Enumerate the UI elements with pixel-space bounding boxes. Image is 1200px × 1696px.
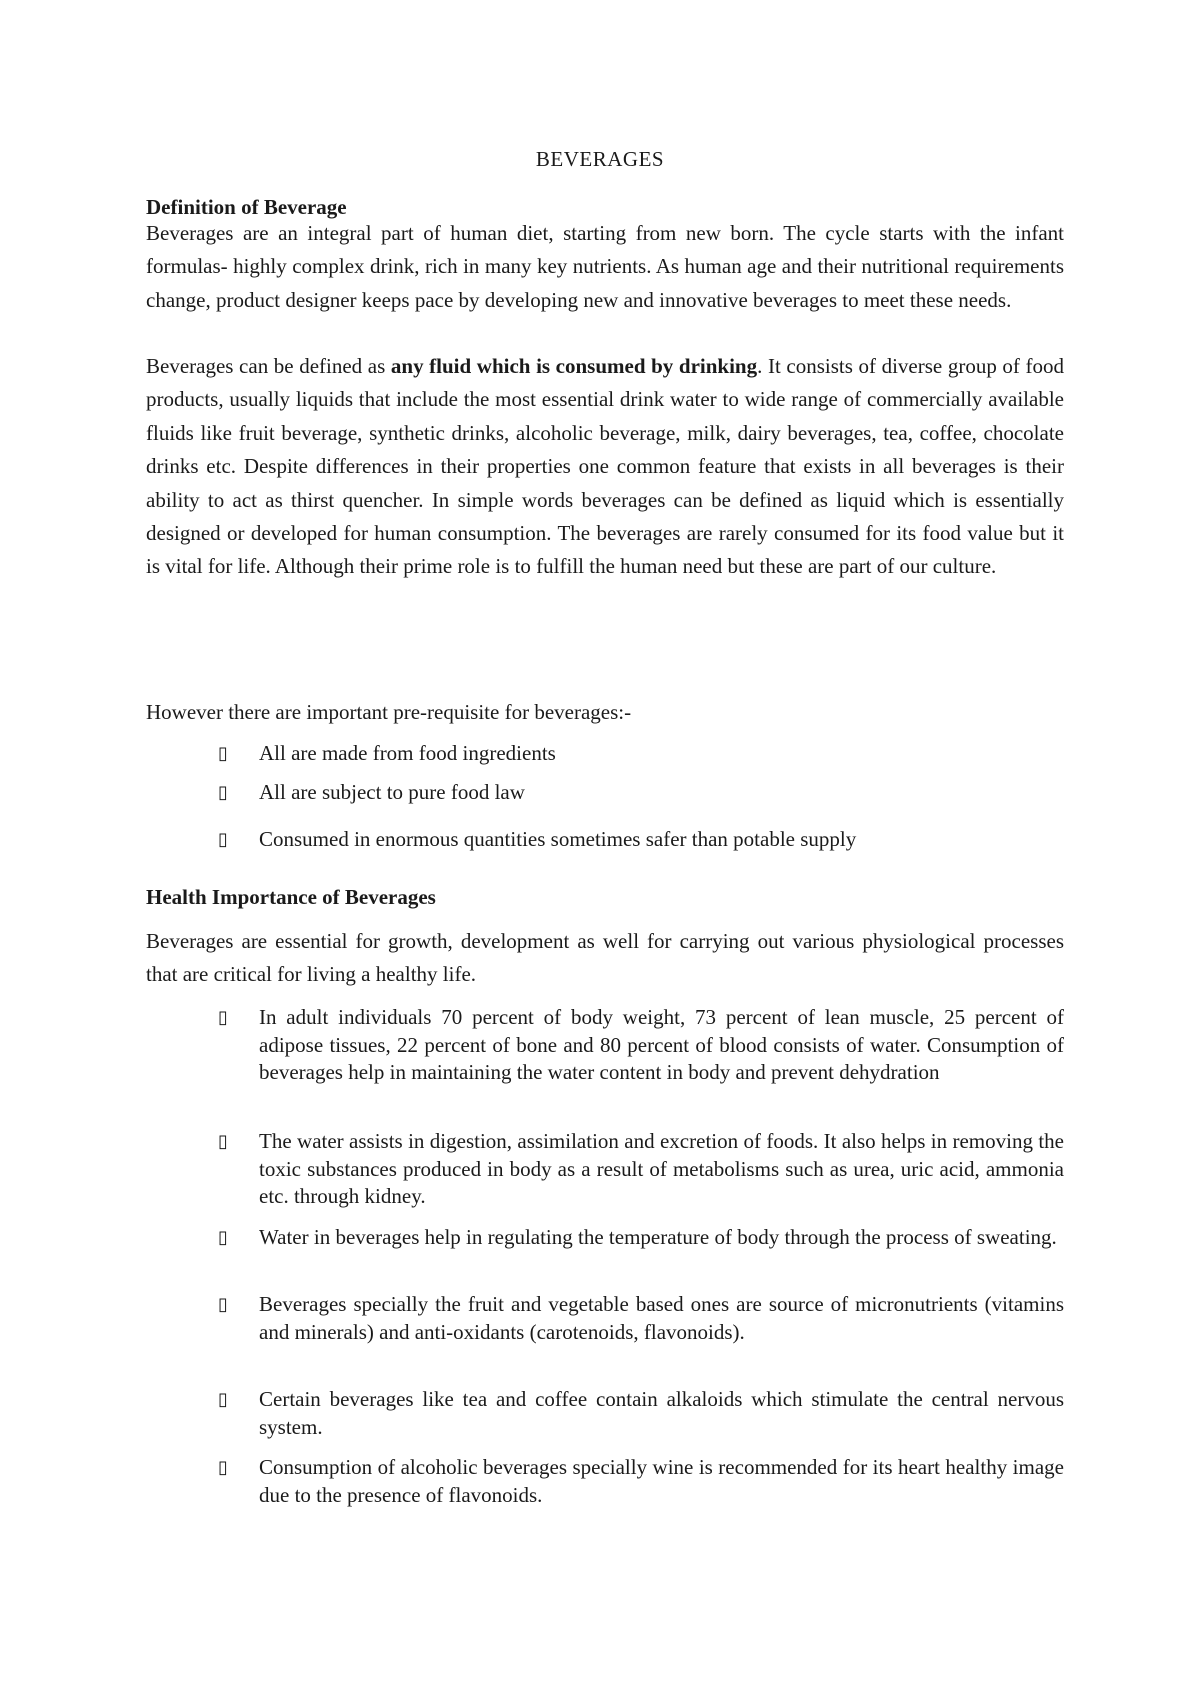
- definition-paragraph-2: [146, 350, 1064, 584]
- bullet-icon: ▯: [218, 1389, 228, 1410]
- list-item-text: Water in beverages help in regulating the temperature of body through the process of sweating.: [259, 1225, 1057, 1249]
- list-item: [218, 1454, 1064, 1509]
- list-item-text: Consumption of alcoholic beverages specially wine is recommended for its heart healthy image due to the presence of flavonoids.: [259, 1455, 1064, 1507]
- list-item-text: In adult individuals 70 percent of body weight, 73 percent of lean muscle, 25 percent of adipose tissues, 22 percent of bone and 80 percent of blood consists of water. Consumption of beverages help in maintaining the water content in body and prevent dehydration: [259, 1005, 1064, 1084]
- list-item: [218, 1128, 1064, 1211]
- list-item-text: The water assists in digestion, assimilation and excretion of foods. It also helps in removing the toxic substances produced in body as a result of metabolisms such as urea, uric acid, ammonia etc. through kidney.: [259, 1129, 1064, 1208]
- health-paragraph: Beverages are essential for growth, development as well for carrying out various physiological processes that are critical for living a healthy life.: [146, 929, 1064, 987]
- list-item-text: Consumed in enormous quantities sometimes safer than potable supply: [259, 827, 857, 851]
- list-item: [218, 1224, 1064, 1252]
- list-item: [218, 826, 1064, 854]
- list-item: [218, 1386, 1064, 1441]
- list-item-text: All are subject to pure food law: [259, 780, 525, 804]
- bullet-icon: ▯: [218, 743, 228, 764]
- list-item-text: All are made from food ingredients: [259, 741, 556, 765]
- list-item: [218, 740, 1064, 768]
- bullet-icon: ▯: [218, 1294, 228, 1315]
- prerequisite-intro: However there are important pre-requisite for beverages:-: [146, 700, 632, 724]
- bullet-icon: ▯: [218, 1227, 228, 1248]
- list-item-text: Beverages specially the fruit and vegetable based ones are source of micronutrients (vitamins and minerals) and anti-oxidants (carotenoids, flavonoids).: [259, 1292, 1064, 1344]
- definition-text-lead: Beverages can be defined as: [146, 354, 391, 378]
- bullet-icon: ▯: [218, 1007, 228, 1028]
- definition-text-rest: . It consists of diverse group of food products, usually liquids that include the most essential drink water to wide range of commercially available fluids like fruit beverage, synthetic drinks, alcoholic beverage, milk, dairy beverages, tea, coffee, chocolate drinks etc. Despite differences in their properties one common feature that exists in all beverages is their ability to act as thirst quencher. In simple words beverages can be defined as liquid which is essentially designed or developed for human consumption. The beverages are rarely consumed for its food value but it is vital for life. Although their prime role is to fulfill the human need but these are part of our culture.: [146, 354, 1065, 579]
- bullet-icon: ▯: [218, 829, 228, 850]
- list-item-text: Certain beverages like tea and coffee contain alkaloids which stimulate the central nervous system.: [259, 1387, 1064, 1439]
- list-item: [218, 779, 1064, 807]
- section-heading-health: Health Importance of Beverages: [146, 885, 436, 909]
- list-item: [218, 1291, 1064, 1346]
- definition-paragraph-1: Beverages are an integral part of human diet, starting from new born. The cycle starts with the infant formulas- highly complex drink, rich in many key nutrients. As human age and their nutritional requirements change, product designer keeps pace by developing new and innovative beverages to meet these needs.: [146, 221, 1064, 312]
- definition-emphasis: any fluid which is consumed by drinking: [390, 354, 758, 378]
- bullet-icon: ▯: [218, 1457, 228, 1478]
- section-heading-definition: Definition of Beverage: [146, 195, 347, 219]
- document-title: BEVERAGES: [535, 147, 665, 171]
- list-item: [218, 1004, 1064, 1087]
- bullet-icon: ▯: [218, 1131, 228, 1152]
- bullet-icon: ▯: [218, 782, 228, 803]
